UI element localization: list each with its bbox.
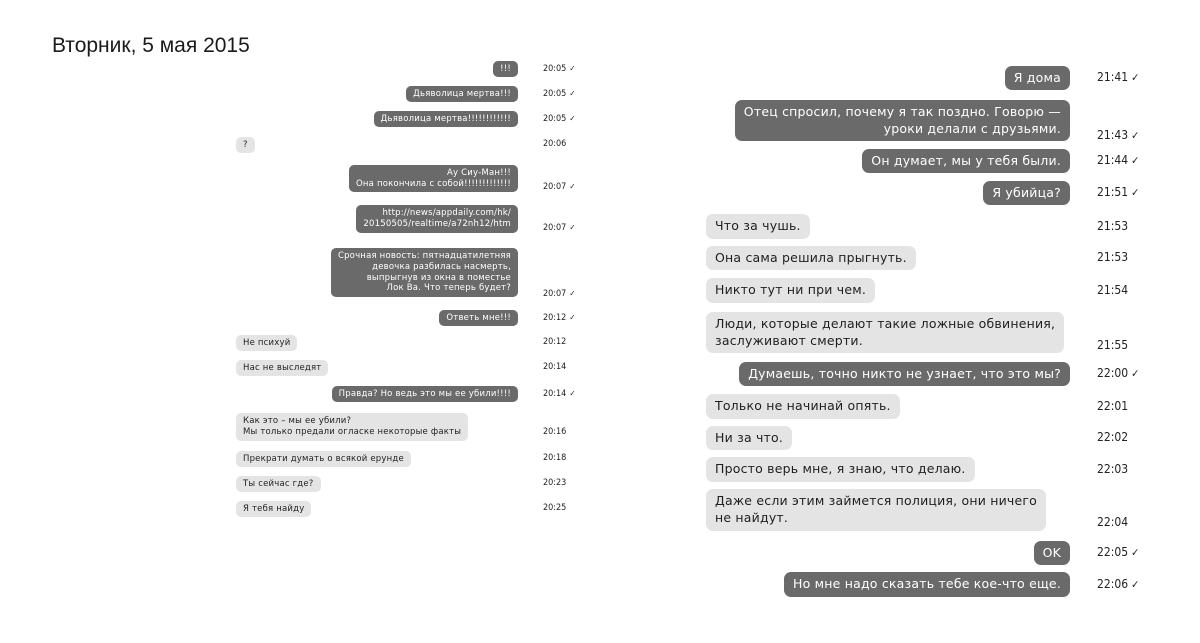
chat-message xyxy=(0,425,1200,451)
message-timestamp xyxy=(1097,515,1128,529)
read-checkmark-icon: ✓ xyxy=(569,312,576,323)
message-timestamp xyxy=(1097,283,1128,297)
message-text-line: Что за чушь. xyxy=(715,218,801,234)
read-checkmark-icon: ✓ xyxy=(1131,367,1140,381)
read-checkmark-icon: ✓ xyxy=(569,288,576,298)
timestamp-text: 21:43 xyxy=(1097,128,1129,142)
timestamp-text: 20:16 xyxy=(543,427,567,437)
received-message-bubble[interactable] xyxy=(706,457,975,482)
read-checkmark-icon: ✓ xyxy=(569,181,576,191)
timestamp-text: 20:07 xyxy=(543,182,567,192)
timestamp-text: 21:53 xyxy=(1097,250,1129,265)
timestamp-text: 20:07 xyxy=(543,289,567,299)
message-timestamp xyxy=(1097,250,1128,264)
message-text-line: Он думает, мы у тебя были. xyxy=(871,152,1061,168)
message-text-line: Не психуй xyxy=(243,337,291,348)
chat-message xyxy=(0,68,1200,88)
message-text-line: !!! xyxy=(500,63,511,74)
timestamp-text: 20:05 xyxy=(543,114,567,125)
message-timestamp xyxy=(1097,219,1128,233)
chat-message xyxy=(0,245,1200,271)
timestamp-text: 20:14 xyxy=(543,389,567,400)
chat-message xyxy=(0,148,1200,174)
message-text-line: Ответь мне!!! xyxy=(446,312,511,323)
message-timestamp xyxy=(1097,545,1139,559)
read-checkmark-icon: ✓ xyxy=(1131,577,1140,591)
received-message-bubble[interactable] xyxy=(706,214,810,239)
received-message-bubble[interactable] xyxy=(706,278,875,303)
chat-message xyxy=(0,277,1200,304)
message-text-line: Люди, которые делают такие ложные обвинения, xyxy=(715,315,1056,331)
chat-message xyxy=(0,97,1200,144)
message-text-line: 20150505/realtime/a72nh12/htm xyxy=(363,219,511,229)
timestamp-text: 20:05 xyxy=(543,89,567,100)
message-text-line: Ау Сиу-Ман!!! xyxy=(446,167,511,178)
date-header: Вторник, 5 мая 2015 xyxy=(52,34,250,57)
timestamp-text: 21:41 xyxy=(1097,70,1129,85)
chat-message xyxy=(0,453,1200,483)
message-timestamp xyxy=(1097,462,1128,476)
read-checkmark-icon: ✓ xyxy=(1131,129,1140,142)
chat-message xyxy=(0,489,1200,531)
message-text-line: http://news/appdaily.com/hk/ xyxy=(382,208,511,219)
timestamp-text: 22:00 xyxy=(1097,366,1129,381)
message-text-line: Никто тут ни при чем. xyxy=(715,282,867,298)
timestamp-text: 20:23 xyxy=(543,478,567,489)
message-text-line: Нас не выследят xyxy=(243,362,322,373)
message-text-line: Только не начинай опять. xyxy=(715,398,891,414)
message-text-line: Дьяволица мертва!!!!!!!!!!!! xyxy=(380,113,511,124)
message-text-line: Даже если этим займется полиция, они ничего xyxy=(715,493,1038,509)
message-text-line: OK xyxy=(1042,544,1061,560)
timestamp-text: 20:18 xyxy=(543,453,567,464)
timestamp-text: 22:03 xyxy=(1097,461,1129,476)
message-text-line: Она сама решила прыгнуть. xyxy=(715,249,907,265)
message-text-line: Отец спросил, почему я так поздно. Говорю — xyxy=(743,103,1061,119)
timestamp-text: 20:06 xyxy=(543,139,567,150)
timestamp-text: 20:05 xyxy=(543,64,567,75)
chat-message xyxy=(0,361,1200,387)
message-text-line: Дьяволица мертва!!! xyxy=(413,88,511,99)
timestamp-text: 20:07 xyxy=(543,223,567,233)
timestamp-text: 22:04 xyxy=(1097,515,1129,529)
message-text-line: Я дома xyxy=(1013,69,1061,85)
message-text-line: Мы только предали огласке некоторые факты xyxy=(243,427,462,437)
read-checkmark-icon: ✓ xyxy=(1131,154,1140,168)
message-timestamp xyxy=(1097,366,1139,380)
message-text-line: ? xyxy=(243,139,248,150)
message-text-line: заслуживают смерти. xyxy=(715,332,863,348)
chat-message xyxy=(0,571,1200,598)
message-timestamp xyxy=(1097,399,1128,413)
message-text-line: Просто верь мне, я знаю, что делаю. xyxy=(715,461,966,477)
read-checkmark-icon: ✓ xyxy=(569,63,576,74)
message-text-line: Как это – мы ее убили? xyxy=(243,416,352,427)
message-text-line: Я тебя найду xyxy=(243,503,305,514)
message-text-line: выпрыгнув из окна в поместье xyxy=(366,272,511,283)
message-text-line: Срочная новость: пятнадцатилетняя xyxy=(337,251,511,262)
message-text-line: не найдут. xyxy=(715,510,789,525)
timestamp-text: 22:01 xyxy=(1097,398,1129,413)
message-text-line: Думаешь, точно никто не узнает, что это мы? xyxy=(748,365,1061,381)
read-checkmark-icon: ✓ xyxy=(1131,186,1140,200)
timestamp-text: 22:06 xyxy=(1097,576,1129,591)
timestamp-text: 22:05 xyxy=(1097,545,1129,560)
read-checkmark-icon: ✓ xyxy=(1131,546,1140,560)
chat-message xyxy=(0,213,1200,240)
message-timestamp xyxy=(1097,185,1139,199)
sent-message-bubble[interactable] xyxy=(784,572,1070,597)
timestamp-text: 20:12 xyxy=(543,313,567,324)
message-text-line: Правда? Но ведь это мы ее убили!!!! xyxy=(338,388,511,399)
sent-message-bubble[interactable] xyxy=(1005,66,1070,91)
read-checkmark-icon: ✓ xyxy=(569,388,576,399)
message-timestamp xyxy=(1097,338,1128,352)
timestamp-text: 21:54 xyxy=(1097,282,1129,297)
message-text-line: Ты сейчас где? xyxy=(243,478,314,489)
message-text-line: девочка разбилась насмерть, xyxy=(372,261,511,272)
timestamp-text: 20:12 xyxy=(543,337,567,348)
sent-message-bubble[interactable] xyxy=(739,362,1070,387)
message-timestamp xyxy=(1097,128,1139,142)
received-message-bubble[interactable] xyxy=(706,426,792,451)
received-message-bubble[interactable] xyxy=(706,312,1064,354)
timestamp-text: 22:02 xyxy=(1097,430,1129,445)
chat-message xyxy=(0,393,1200,420)
timestamp-text: 20:14 xyxy=(543,362,567,373)
received-message-bubble[interactable] xyxy=(706,246,916,271)
message-text-line: Я убийца? xyxy=(992,184,1061,200)
received-message-bubble[interactable] xyxy=(706,394,900,419)
timestamp-text: 20:25 xyxy=(543,503,567,514)
timestamp-text: 21:44 xyxy=(1097,153,1129,168)
message-text-line: Лок Ва. Что теперь будет? xyxy=(386,283,511,294)
message-text-line: Она покончила с собой!!!!!!!!!!!!! xyxy=(355,178,511,189)
read-checkmark-icon: ✓ xyxy=(569,113,576,124)
timestamp-text: 21:51 xyxy=(1097,185,1129,200)
chat-message xyxy=(0,540,1200,566)
read-checkmark-icon: ✓ xyxy=(569,88,576,99)
message-text-line: уроки делали с друзьями. xyxy=(883,120,1061,136)
message-text-line: Ни за что. xyxy=(715,429,784,445)
timestamp-text: 21:55 xyxy=(1097,338,1129,352)
sent-message-bubble[interactable] xyxy=(1034,541,1070,566)
read-checkmark-icon: ✓ xyxy=(1131,71,1140,85)
read-checkmark-icon: ✓ xyxy=(569,222,576,232)
sent-message-bubble[interactable] xyxy=(862,149,1070,174)
timestamp-text: 21:53 xyxy=(1097,218,1129,233)
message-text-line: Прекрати думать о всякой ерунде xyxy=(243,453,404,464)
sent-message-bubble[interactable] xyxy=(983,181,1070,206)
message-timestamp xyxy=(1097,153,1139,167)
received-message-bubble[interactable] xyxy=(706,489,1046,531)
message-timestamp xyxy=(1097,577,1139,591)
message-timestamp xyxy=(1097,430,1128,444)
message-timestamp xyxy=(1097,70,1139,84)
sent-message-bubble[interactable] xyxy=(735,100,1070,142)
message-text-line: Но мне надо сказать тебе кое-что еще. xyxy=(793,576,1061,592)
chat-message xyxy=(0,311,1200,354)
chat-message xyxy=(0,178,1200,205)
